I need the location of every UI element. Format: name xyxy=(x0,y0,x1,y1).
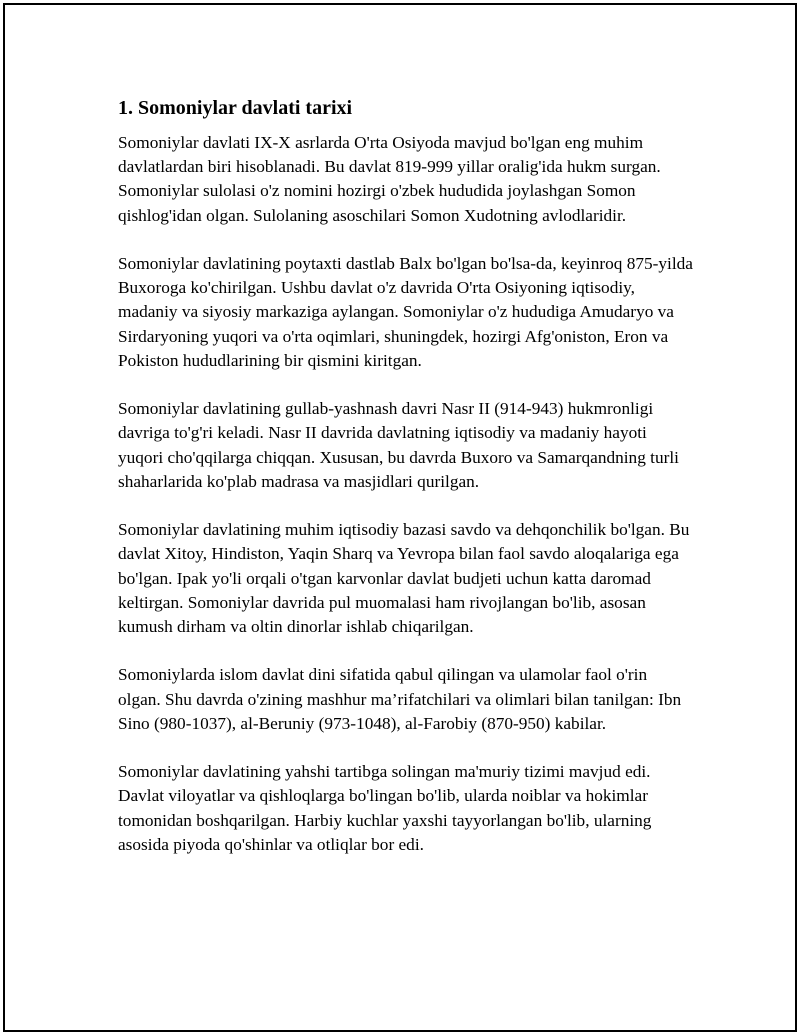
paragraph-4: Somoniylar davlatining muhim iqtisodiy bazasi savdo va dehqonchilik bo'lgan. Bu davlat Xitoy, Hindiston, Yaqin Sharq va Yevropa bilan faol savdo aloqalariga ega bo'lgan. Ipak yo'li orqali o'tgan karvonlar davlat budjeti uchun katta daromad keltirgan. Somoniylar davrida pul muomalasi ham rivojlangan bo'lib, asosan kumush dirham va oltin dinorlar ishlab chiqarilgan. xyxy=(118,520,690,637)
section-title: 1. Somoniylar davlati tarixi xyxy=(118,97,353,119)
paragraph-2: Somoniylar davlatining poytaxti dastlab Balx bo'lgan bo'lsa-da, keyinroq 875-yilda Buxoroga ko'chirilgan. Ushbu davlat o'z davrida O'rta Osiyoning iqtisodiy, madaniy va siyosiy markaziga aylangan. Somoniylar o'z hududiga Amudaryo va Sirdaryoning yuqori va o'rta oqimlari, shuningdek, hozirgi Afg'oniston, Eron va Pokiston hududlarining bir qismini kiritgan. xyxy=(118,254,693,370)
paragraph-3: Somoniylar davlatining gullab-yashnash davri Nasr II (914-943) hukmronligi davriga to'g'ri keladi. Nasr II davrida davlatning iqtisodiy va madaniy hayoti yuqori cho'qqilarga chiqqan. Xususan, bu davrda Buxoro va Samarqandning turli shaharlarida ko'plab madrasa va masjidlari qurilgan. xyxy=(118,399,679,491)
paragraph-5: Somoniylarda islom davlat dini sifatida qabul qilingan va ulamolar faol o'rin olgan. Shu davrda o'zining mashhur ma’rifatchilari va olimlari bilan tanilgan: Ibn Sino (980-1037), al-Beruniy (973-1048), al-Farobiy (870-950) kabilar. xyxy=(118,665,682,733)
paragraph-1: Somoniylar davlati IX-X asrlarda O'rta Osiyoda mavjud bo'lgan eng muhim davlatlardan biri hisoblanadi. Bu davlat 819-999 yillar oralig'ida hukm surgan. Somoniylar sulolasi o'z nomini hozirgi o'zbek hududida joylashgan Somon qishlog'idan olgan. Sulolaning asoschilari Somon Xudotning avlodlaridir. xyxy=(118,133,661,225)
paragraph-6: Somoniylar davlatining yahshi tartibga solingan ma'muriy tizimi mavjud edi. Davlat viloyatlar va qishloqlarga bo'lingan bo'lib, ularda noiblar va hokimlar tomonidan boshqarilgan. Harbiy kuchlar yaxshi tayyorlangan bo'lib, ularning asosida piyoda qo'shinlar va otliqlar bor edi. xyxy=(118,762,652,854)
document-body xyxy=(118,95,693,881)
